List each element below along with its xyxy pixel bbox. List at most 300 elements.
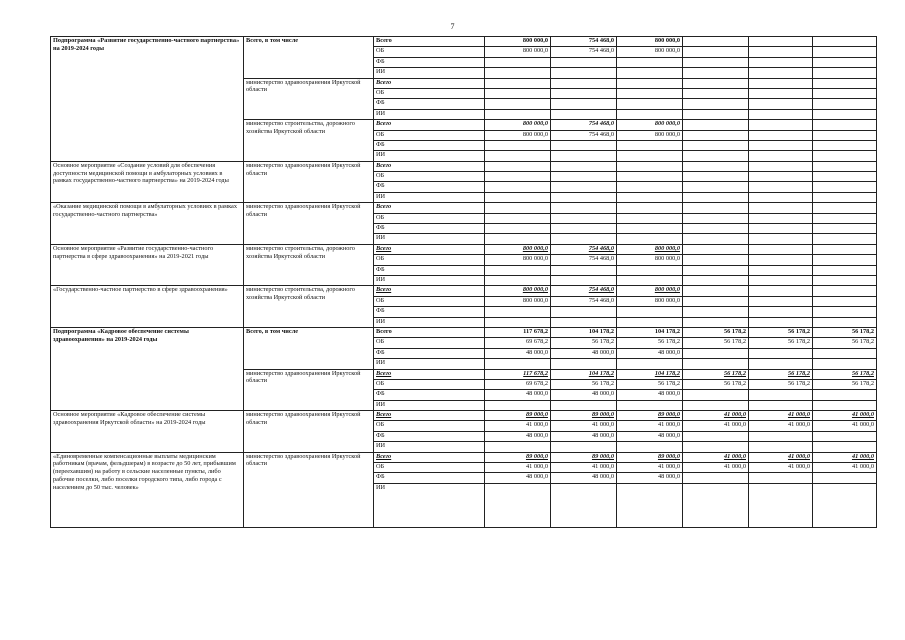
- amount-cell: [485, 192, 551, 202]
- amount-cell: [749, 88, 813, 98]
- amount-cell: 41 000,0: [485, 421, 551, 431]
- executor-cell: министерство строительства, дорожного хозяйства Иркутской области: [244, 244, 374, 286]
- amount-cell: 104 178,2: [617, 327, 683, 337]
- amount-cell: [551, 307, 617, 317]
- amount-cell: 48 000,0: [551, 348, 617, 358]
- amount-cell: 41 000,0: [813, 421, 877, 431]
- amount-cell: [485, 483, 551, 527]
- amount-cell: [813, 88, 877, 98]
- funding-source-cell: Всего: [374, 327, 485, 337]
- amount-cell: [749, 244, 813, 254]
- amount-cell: 48 000,0: [485, 431, 551, 441]
- amount-cell: 48 000,0: [617, 390, 683, 400]
- amount-cell: 41 000,0: [617, 463, 683, 473]
- amount-cell: 104 178,2: [551, 369, 617, 379]
- amount-cell: 800 000,0: [617, 255, 683, 265]
- amount-cell: [485, 400, 551, 410]
- funding-source-cell: ОБ: [374, 47, 485, 57]
- amount-cell: [683, 275, 749, 285]
- amount-cell: [485, 182, 551, 192]
- amount-cell: 48 000,0: [551, 431, 617, 441]
- amount-cell: 800 000,0: [485, 37, 551, 47]
- amount-cell: [813, 99, 877, 109]
- amount-cell: [485, 307, 551, 317]
- amount-cell: [813, 348, 877, 358]
- amount-cell: [617, 483, 683, 527]
- amount-cell: [683, 99, 749, 109]
- amount-cell: 754 468,0: [551, 255, 617, 265]
- amount-cell: [749, 265, 813, 275]
- amount-cell: [683, 37, 749, 47]
- measure-name-cell: Подпрограмма «Кадровое обеспечение системы здравоохранения» на 2019-2024 годы: [51, 327, 244, 410]
- amount-cell: 56 178,2: [683, 379, 749, 389]
- amount-cell: [683, 151, 749, 161]
- amount-cell: [617, 172, 683, 182]
- amount-cell: 48 000,0: [485, 348, 551, 358]
- amount-cell: 41 000,0: [683, 463, 749, 473]
- amount-cell: [813, 224, 877, 234]
- executor-cell: Всего, в том числе: [244, 327, 374, 369]
- amount-cell: [617, 161, 683, 171]
- funding-source-cell: ФБ: [374, 348, 485, 358]
- amount-cell: [485, 317, 551, 327]
- amount-cell: [749, 203, 813, 213]
- amount-cell: [617, 182, 683, 192]
- amount-cell: [551, 109, 617, 119]
- amount-cell: [749, 296, 813, 306]
- amount-cell: [749, 307, 813, 317]
- amount-cell: [617, 68, 683, 78]
- funding-source-cell: ОБ: [374, 296, 485, 306]
- amount-cell: [551, 88, 617, 98]
- amount-cell: 56 178,2: [749, 327, 813, 337]
- table-row: [51, 244, 877, 254]
- amount-cell: [683, 400, 749, 410]
- amount-cell: 41 000,0: [683, 411, 749, 421]
- amount-cell: [813, 120, 877, 130]
- amount-cell: 754 468,0: [551, 130, 617, 140]
- funding-source-cell: ФБ: [374, 57, 485, 67]
- budget-table: [50, 36, 877, 528]
- amount-cell: [683, 224, 749, 234]
- funding-source-cell: ОБ: [374, 463, 485, 473]
- funding-source-cell: ИИ: [374, 234, 485, 244]
- funding-source-cell: Всего: [374, 452, 485, 462]
- amount-cell: 56 178,2: [683, 369, 749, 379]
- funding-source-cell: ФБ: [374, 182, 485, 192]
- amount-cell: [551, 78, 617, 88]
- amount-cell: 89 000,0: [551, 452, 617, 462]
- amount-cell: [813, 442, 877, 452]
- amount-cell: [617, 359, 683, 369]
- amount-cell: [551, 213, 617, 223]
- amount-cell: [617, 99, 683, 109]
- amount-cell: [813, 182, 877, 192]
- amount-cell: [485, 275, 551, 285]
- amount-cell: [749, 359, 813, 369]
- amount-cell: [485, 78, 551, 88]
- amount-cell: 56 178,2: [617, 338, 683, 348]
- amount-cell: [683, 88, 749, 98]
- amount-cell: [683, 120, 749, 130]
- amount-cell: [813, 244, 877, 254]
- amount-cell: [551, 140, 617, 150]
- amount-cell: [617, 78, 683, 88]
- amount-cell: 56 178,2: [683, 338, 749, 348]
- funding-source-cell: ИИ: [374, 151, 485, 161]
- amount-cell: 89 000,0: [617, 452, 683, 462]
- amount-cell: [813, 203, 877, 213]
- amount-cell: [617, 307, 683, 317]
- amount-cell: [749, 192, 813, 202]
- amount-cell: [813, 161, 877, 171]
- executor-cell: министерство здравоохранения Иркутской области: [244, 161, 374, 203]
- amount-cell: [749, 234, 813, 244]
- funding-source-cell: ИИ: [374, 317, 485, 327]
- amount-cell: [813, 172, 877, 182]
- amount-cell: 41 000,0: [813, 452, 877, 462]
- amount-cell: [551, 400, 617, 410]
- amount-cell: [749, 151, 813, 161]
- amount-cell: 69 678,2: [485, 338, 551, 348]
- amount-cell: [813, 213, 877, 223]
- amount-cell: [683, 109, 749, 119]
- amount-cell: [749, 286, 813, 296]
- amount-cell: 41 000,0: [813, 411, 877, 421]
- amount-cell: 104 178,2: [617, 369, 683, 379]
- amount-cell: [749, 47, 813, 57]
- amount-cell: [749, 68, 813, 78]
- amount-cell: [617, 109, 683, 119]
- funding-source-cell: ФБ: [374, 431, 485, 441]
- amount-cell: [683, 57, 749, 67]
- funding-source-cell: ИИ: [374, 109, 485, 119]
- measure-name-cell: «Государственно-частное партнерство в сфере здравоохранения»: [51, 286, 244, 328]
- measure-name-cell: Основное мероприятие «Развитие государственно-частного партнерства в сфере здравоохранения» на 2019-2021 годы: [51, 244, 244, 286]
- table-row: [51, 327, 877, 337]
- executor-cell: министерство здравоохранения Иркутской области: [244, 452, 374, 527]
- amount-cell: [749, 275, 813, 285]
- amount-cell: [749, 37, 813, 47]
- amount-cell: [749, 172, 813, 182]
- measure-name-cell: Основное мероприятие «Кадровое обеспечение системы здравоохранения Иркутской области» на 2019-2024 годы: [51, 411, 244, 453]
- amount-cell: 800 000,0: [617, 37, 683, 47]
- amount-cell: [551, 442, 617, 452]
- amount-cell: 48 000,0: [485, 390, 551, 400]
- amount-cell: [551, 161, 617, 171]
- amount-cell: 48 000,0: [617, 431, 683, 441]
- funding-source-cell: ИИ: [374, 192, 485, 202]
- funding-source-cell: ОБ: [374, 421, 485, 431]
- amount-cell: [683, 203, 749, 213]
- amount-cell: [485, 151, 551, 161]
- amount-cell: [683, 473, 749, 483]
- amount-cell: 56 178,2: [749, 338, 813, 348]
- amount-cell: 48 000,0: [617, 473, 683, 483]
- executor-cell: министерство здравоохранения Иркутской области: [244, 78, 374, 120]
- amount-cell: 117 678,2: [485, 369, 551, 379]
- funding-source-cell: ИИ: [374, 275, 485, 285]
- amount-cell: [813, 307, 877, 317]
- amount-cell: 56 178,2: [749, 379, 813, 389]
- funding-source-cell: ОБ: [374, 338, 485, 348]
- amount-cell: [813, 359, 877, 369]
- amount-cell: 89 000,0: [485, 411, 551, 421]
- amount-cell: 69 678,2: [485, 379, 551, 389]
- amount-cell: [749, 182, 813, 192]
- amount-cell: [617, 88, 683, 98]
- amount-cell: [749, 213, 813, 223]
- funding-source-cell: Всего: [374, 369, 485, 379]
- funding-source-cell: ФБ: [374, 99, 485, 109]
- amount-cell: 754 468,0: [551, 47, 617, 57]
- amount-cell: [813, 109, 877, 119]
- amount-cell: [683, 47, 749, 57]
- amount-cell: 800 000,0: [617, 130, 683, 140]
- amount-cell: [617, 317, 683, 327]
- funding-source-cell: Всего: [374, 411, 485, 421]
- amount-cell: [683, 234, 749, 244]
- amount-cell: [683, 140, 749, 150]
- amount-cell: 56 178,2: [551, 338, 617, 348]
- amount-cell: [749, 255, 813, 265]
- amount-cell: 754 468,0: [551, 286, 617, 296]
- executor-cell: министерство строительства, дорожного хозяйства Иркутской области: [244, 120, 374, 162]
- amount-cell: 41 000,0: [551, 421, 617, 431]
- amount-cell: [485, 172, 551, 182]
- amount-cell: [617, 140, 683, 150]
- executor-cell: Всего, в том числе: [244, 37, 374, 79]
- amount-cell: 56 178,2: [813, 369, 877, 379]
- amount-cell: [683, 172, 749, 182]
- amount-cell: [617, 265, 683, 275]
- amount-cell: [813, 483, 877, 527]
- amount-cell: [551, 203, 617, 213]
- amount-cell: [683, 265, 749, 275]
- amount-cell: [749, 473, 813, 483]
- amount-cell: [813, 431, 877, 441]
- funding-source-cell: ФБ: [374, 473, 485, 483]
- amount-cell: 800 000,0: [485, 130, 551, 140]
- amount-cell: 800 000,0: [485, 255, 551, 265]
- funding-source-cell: ИИ: [374, 400, 485, 410]
- amount-cell: 48 000,0: [617, 348, 683, 358]
- amount-cell: 41 000,0: [485, 463, 551, 473]
- funding-source-cell: ФБ: [374, 224, 485, 234]
- funding-source-cell: ФБ: [374, 307, 485, 317]
- executor-cell: министерство здравоохранения Иркутской области: [244, 369, 374, 411]
- amount-cell: [551, 172, 617, 182]
- funding-source-cell: ФБ: [374, 265, 485, 275]
- amount-cell: 800 000,0: [485, 296, 551, 306]
- funding-source-cell: Всего: [374, 161, 485, 171]
- amount-cell: [749, 57, 813, 67]
- measure-name-cell: Подпрограмма «Развитие государственно-частного партнерства» на 2019-2024 годы: [51, 37, 244, 162]
- amount-cell: [683, 244, 749, 254]
- amount-cell: 800 000,0: [485, 286, 551, 296]
- amount-cell: 48 000,0: [551, 473, 617, 483]
- amount-cell: [749, 400, 813, 410]
- funding-source-cell: ИИ: [374, 442, 485, 452]
- table-row: [51, 286, 877, 296]
- amount-cell: 117 678,2: [485, 327, 551, 337]
- amount-cell: [551, 57, 617, 67]
- amount-cell: 56 178,2: [813, 327, 877, 337]
- amount-cell: [813, 275, 877, 285]
- amount-cell: 56 178,2: [551, 379, 617, 389]
- amount-cell: [683, 192, 749, 202]
- amount-cell: 89 000,0: [551, 411, 617, 421]
- amount-cell: [485, 265, 551, 275]
- amount-cell: [749, 317, 813, 327]
- amount-cell: [813, 68, 877, 78]
- amount-cell: 41 000,0: [813, 463, 877, 473]
- amount-cell: 800 000,0: [485, 120, 551, 130]
- amount-cell: [813, 57, 877, 67]
- amount-cell: [749, 348, 813, 358]
- amount-cell: [551, 483, 617, 527]
- amount-cell: [683, 130, 749, 140]
- amount-cell: [813, 255, 877, 265]
- amount-cell: [813, 37, 877, 47]
- amount-cell: [551, 234, 617, 244]
- amount-cell: 41 000,0: [749, 452, 813, 462]
- amount-cell: [617, 213, 683, 223]
- amount-cell: [749, 140, 813, 150]
- amount-cell: [617, 442, 683, 452]
- funding-source-cell: ИИ: [374, 68, 485, 78]
- amount-cell: [683, 431, 749, 441]
- amount-cell: [749, 130, 813, 140]
- amount-cell: [485, 68, 551, 78]
- funding-source-cell: ИИ: [374, 483, 485, 527]
- amount-cell: [485, 161, 551, 171]
- amount-cell: 800 000,0: [485, 244, 551, 254]
- funding-source-cell: ФБ: [374, 390, 485, 400]
- amount-cell: 56 178,2: [683, 327, 749, 337]
- table-row: [51, 37, 877, 47]
- funding-source-cell: Всего: [374, 286, 485, 296]
- amount-cell: [683, 307, 749, 317]
- amount-cell: 41 000,0: [749, 421, 813, 431]
- amount-cell: 41 000,0: [551, 463, 617, 473]
- amount-cell: [551, 99, 617, 109]
- amount-cell: [551, 275, 617, 285]
- amount-cell: 800 000,0: [617, 47, 683, 57]
- executor-cell: министерство здравоохранения Иркутской области: [244, 203, 374, 245]
- amount-cell: 56 178,2: [813, 338, 877, 348]
- amount-cell: 41 000,0: [617, 421, 683, 431]
- amount-cell: [683, 483, 749, 527]
- amount-cell: [813, 390, 877, 400]
- amount-cell: 56 178,2: [749, 369, 813, 379]
- amount-cell: [485, 140, 551, 150]
- amount-cell: [617, 151, 683, 161]
- executor-cell: министерство строительства, дорожного хозяйства Иркутской области: [244, 286, 374, 328]
- amount-cell: [813, 192, 877, 202]
- amount-cell: [617, 234, 683, 244]
- amount-cell: [683, 348, 749, 358]
- amount-cell: 41 000,0: [749, 463, 813, 473]
- amount-cell: [485, 203, 551, 213]
- amount-cell: [813, 78, 877, 88]
- amount-cell: [683, 255, 749, 265]
- amount-cell: [551, 68, 617, 78]
- amount-cell: [813, 265, 877, 275]
- amount-cell: [813, 47, 877, 57]
- amount-cell: 104 178,2: [551, 327, 617, 337]
- measure-name-cell: «Единовременные компенсационные выплаты медицинским работникам (врачам, фельдшерам) в возрасте до 50 лет, прибывшим (переехавшим) на работу в сельские населенные пункты, либо рабочие поселки, либо поселки городского типа, либо города с населением до 50 тыс. человек»: [51, 452, 244, 527]
- funding-source-cell: Всего: [374, 78, 485, 88]
- amount-cell: [749, 483, 813, 527]
- amount-cell: [551, 224, 617, 234]
- page-number: 7: [450, 22, 455, 31]
- amount-cell: [749, 442, 813, 452]
- amount-cell: [683, 390, 749, 400]
- amount-cell: [617, 400, 683, 410]
- amount-cell: [813, 400, 877, 410]
- funding-source-cell: ОБ: [374, 379, 485, 389]
- amount-cell: [617, 275, 683, 285]
- funding-source-cell: ОБ: [374, 88, 485, 98]
- amount-cell: [813, 130, 877, 140]
- measure-name-cell: Основное мероприятие «Создание условий для обеспечения доступности медицинской помощи в амбулаторных условиях в рамках государственно-частного партнерства» на 2019-2024 годы: [51, 161, 244, 203]
- amount-cell: [485, 234, 551, 244]
- amount-cell: 754 468,0: [551, 120, 617, 130]
- amount-cell: [485, 88, 551, 98]
- amount-cell: 754 468,0: [551, 244, 617, 254]
- measure-name-cell: «Оказание медицинской помощи в амбулаторных условиях в рамках государственно-частного партнерства»: [51, 203, 244, 245]
- amount-cell: [813, 151, 877, 161]
- amount-cell: [749, 99, 813, 109]
- funding-source-cell: ИИ: [374, 359, 485, 369]
- amount-cell: [813, 234, 877, 244]
- amount-cell: [485, 359, 551, 369]
- amount-cell: [683, 68, 749, 78]
- amount-cell: [551, 182, 617, 192]
- amount-cell: [749, 78, 813, 88]
- amount-cell: 48 000,0: [485, 473, 551, 483]
- amount-cell: [551, 151, 617, 161]
- amount-cell: [683, 78, 749, 88]
- amount-cell: 800 000,0: [617, 296, 683, 306]
- funding-source-cell: Всего: [374, 37, 485, 47]
- amount-cell: [683, 442, 749, 452]
- funding-source-cell: ОБ: [374, 172, 485, 182]
- amount-cell: [813, 140, 877, 150]
- amount-cell: 89 000,0: [485, 452, 551, 462]
- funding-source-cell: ОБ: [374, 213, 485, 223]
- amount-cell: [485, 57, 551, 67]
- amount-cell: [749, 161, 813, 171]
- executor-cell: министерство здравоохранения Иркутской области: [244, 411, 374, 453]
- table-row: [51, 161, 877, 171]
- amount-cell: 800 000,0: [617, 244, 683, 254]
- amount-cell: [683, 286, 749, 296]
- amount-cell: 41 000,0: [683, 421, 749, 431]
- amount-cell: [683, 317, 749, 327]
- amount-cell: [551, 317, 617, 327]
- amount-cell: [485, 442, 551, 452]
- amount-cell: [551, 265, 617, 275]
- amount-cell: [485, 99, 551, 109]
- amount-cell: [683, 213, 749, 223]
- funding-source-cell: Всего: [374, 120, 485, 130]
- amount-cell: [749, 431, 813, 441]
- amount-cell: 89 000,0: [617, 411, 683, 421]
- amount-cell: [485, 213, 551, 223]
- amount-cell: [485, 224, 551, 234]
